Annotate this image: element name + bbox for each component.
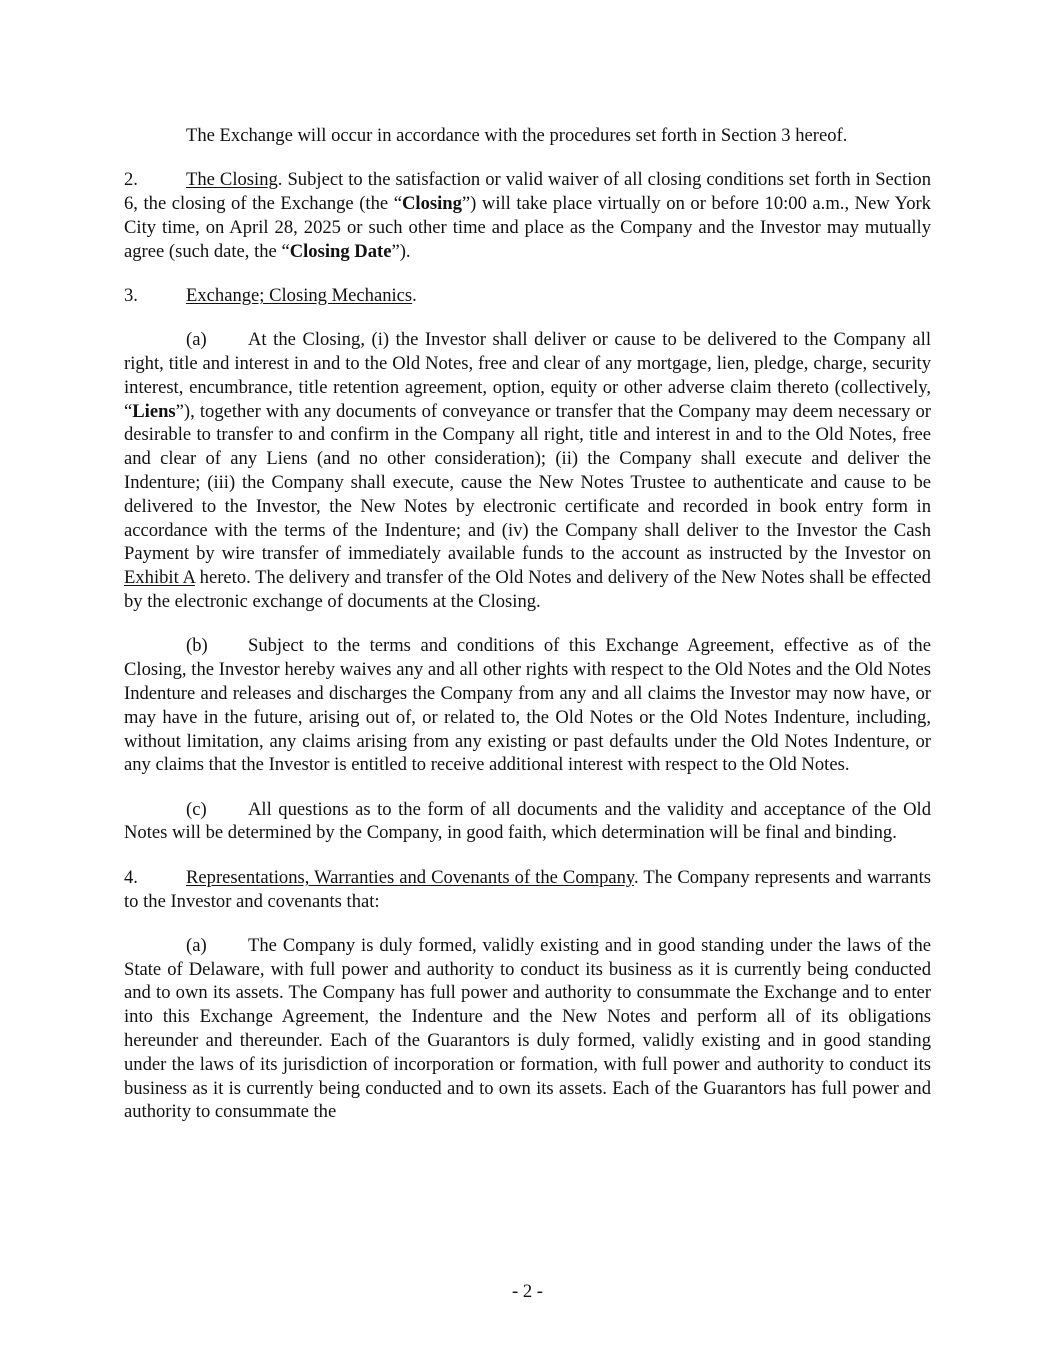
document-page bbox=[124, 124, 931, 1145]
page-number: - 2 - bbox=[512, 1281, 543, 1302]
section-3b-paragraph bbox=[124, 634, 931, 777]
section-3c-label: (c) bbox=[186, 798, 207, 820]
section-2-paragraph bbox=[124, 168, 931, 263]
section-4a-text: The Company is duly formed, validly existing and in good standing under the laws of the State of Delaware, with full power and authority to conduct its business as it is currently being conducted and to own its assets. The Company has full power and authority to consummate the Exchange and to enter into this Exchange Agreement, the Indenture and the New Notes and perform all of its obligations hereunder and thereunder. Each of the Guarantors is duly formed, validly existing and in good standing under the laws of its jurisdiction of incorporation or formation, with full power and authority to conduct its business as it is currently being conducted and to own its assets. Each of the Guarantors has full power and authority to consummate the bbox=[124, 934, 931, 1123]
section-3a-paragraph bbox=[124, 328, 931, 614]
section-4-paragraph bbox=[124, 866, 931, 914]
intro-text: The Exchange will occur in accordance with the procedures set forth in Section 3 hereof. bbox=[186, 125, 848, 146]
section-3-heading: Exchange; Closing Mechanics bbox=[186, 284, 413, 306]
section-2-number: 2. bbox=[124, 169, 138, 191]
defined-term-closing: Closing bbox=[401, 193, 462, 215]
section-3a-text-c: hereto. The delivery and transfer of the Old Notes and delivery of the New Notes shall be effected by the electronic exchange of documents at the Closing. bbox=[124, 567, 931, 613]
defined-term-liens: Liens bbox=[132, 400, 176, 422]
section-2-text-c: ”). bbox=[391, 240, 411, 262]
section-4-heading: Representations, Warranties and Covenants of the Company bbox=[186, 866, 635, 888]
section-4a-paragraph bbox=[124, 934, 931, 1124]
section-3a-text-b: ”), together with any documents of conveyance or transfer that the Company may deem necessary or desirable to transfer to and confirm in the Company all right, title and interest in and to the Old Notes, free and clear of any Liens (and no other consideration); (ii) the Company shall execute and deliver the Indenture; (iii) the Company shall execute, cause the New Notes Trustee to authenticate and cause to be delivered to the Investor, the New Notes by electronic certificate and recorded in book entry form in accordance with the terms of the Indenture; and (iv) the Company shall deliver to the Investor the Cash Payment by wire transfer of immediately available funds to the account as instructed by the Investor on bbox=[124, 400, 931, 565]
section-3c-paragraph bbox=[124, 798, 931, 846]
section-2-heading: The Closing bbox=[186, 169, 278, 191]
section-3-number: 3. bbox=[124, 284, 138, 306]
section-3b-text: Subject to the terms and conditions of this Exchange Agreement, effective as of the Closing, the Investor hereby waives any and all other rights with respect to the Old Notes and the Old Notes Indenture and releases and discharges the Company from any and all claims the Investor may now have, or may have in the future, arising out of, or related to, the Old Notes or the Old Notes Indenture, including, without limitation, any claims arising from any existing or past defaults under the Old Notes Indenture, or any claims that the Investor is entitled to receive additional interest with respect to the Old Notes. bbox=[124, 635, 931, 776]
section-4-text: . The Company represents and warrants to the Investor and covenants that: bbox=[124, 866, 931, 912]
section-3b-label: (b) bbox=[186, 635, 208, 657]
section-3a-text-a: At the Closing, (i) the Investor shall deliver or cause to be delivered to the Company all right, title and interest in and to the Old Notes, free and clear of any mortgage, lien, pledge, charge, security interest, encumbrance, title retention agreement, option, equity or other adverse claim thereto (collectively, “ bbox=[124, 329, 931, 422]
defined-term-closing-date: Closing Date bbox=[289, 240, 392, 262]
section-2-text-a: . Subject to the satisfaction or valid waiver of all closing conditions set forth in Section 6, the closing of the Exchange (the “ bbox=[124, 169, 931, 215]
section-4a-label: (a) bbox=[186, 934, 207, 956]
section-3-heading-paragraph bbox=[124, 284, 931, 308]
exhibit-a-reference: Exhibit A bbox=[124, 567, 195, 589]
section-4-number: 4. bbox=[124, 866, 138, 888]
section-3-heading-end: . bbox=[412, 284, 417, 306]
intro-paragraph bbox=[124, 124, 931, 148]
section-3a-label: (a) bbox=[186, 329, 207, 351]
section-2-text-b: ”) will take place virtually on or before 10:00 a.m., New York City time, on April 28, 2025 or such other time and place as the Company and the Investor may mutually agree (such date, the “ bbox=[124, 193, 931, 262]
section-3c-text: All questions as to the form of all documents and the validity and acceptance of the Old Notes will be determined by the Company, in good faith, which determination will be final and binding. bbox=[124, 798, 931, 844]
